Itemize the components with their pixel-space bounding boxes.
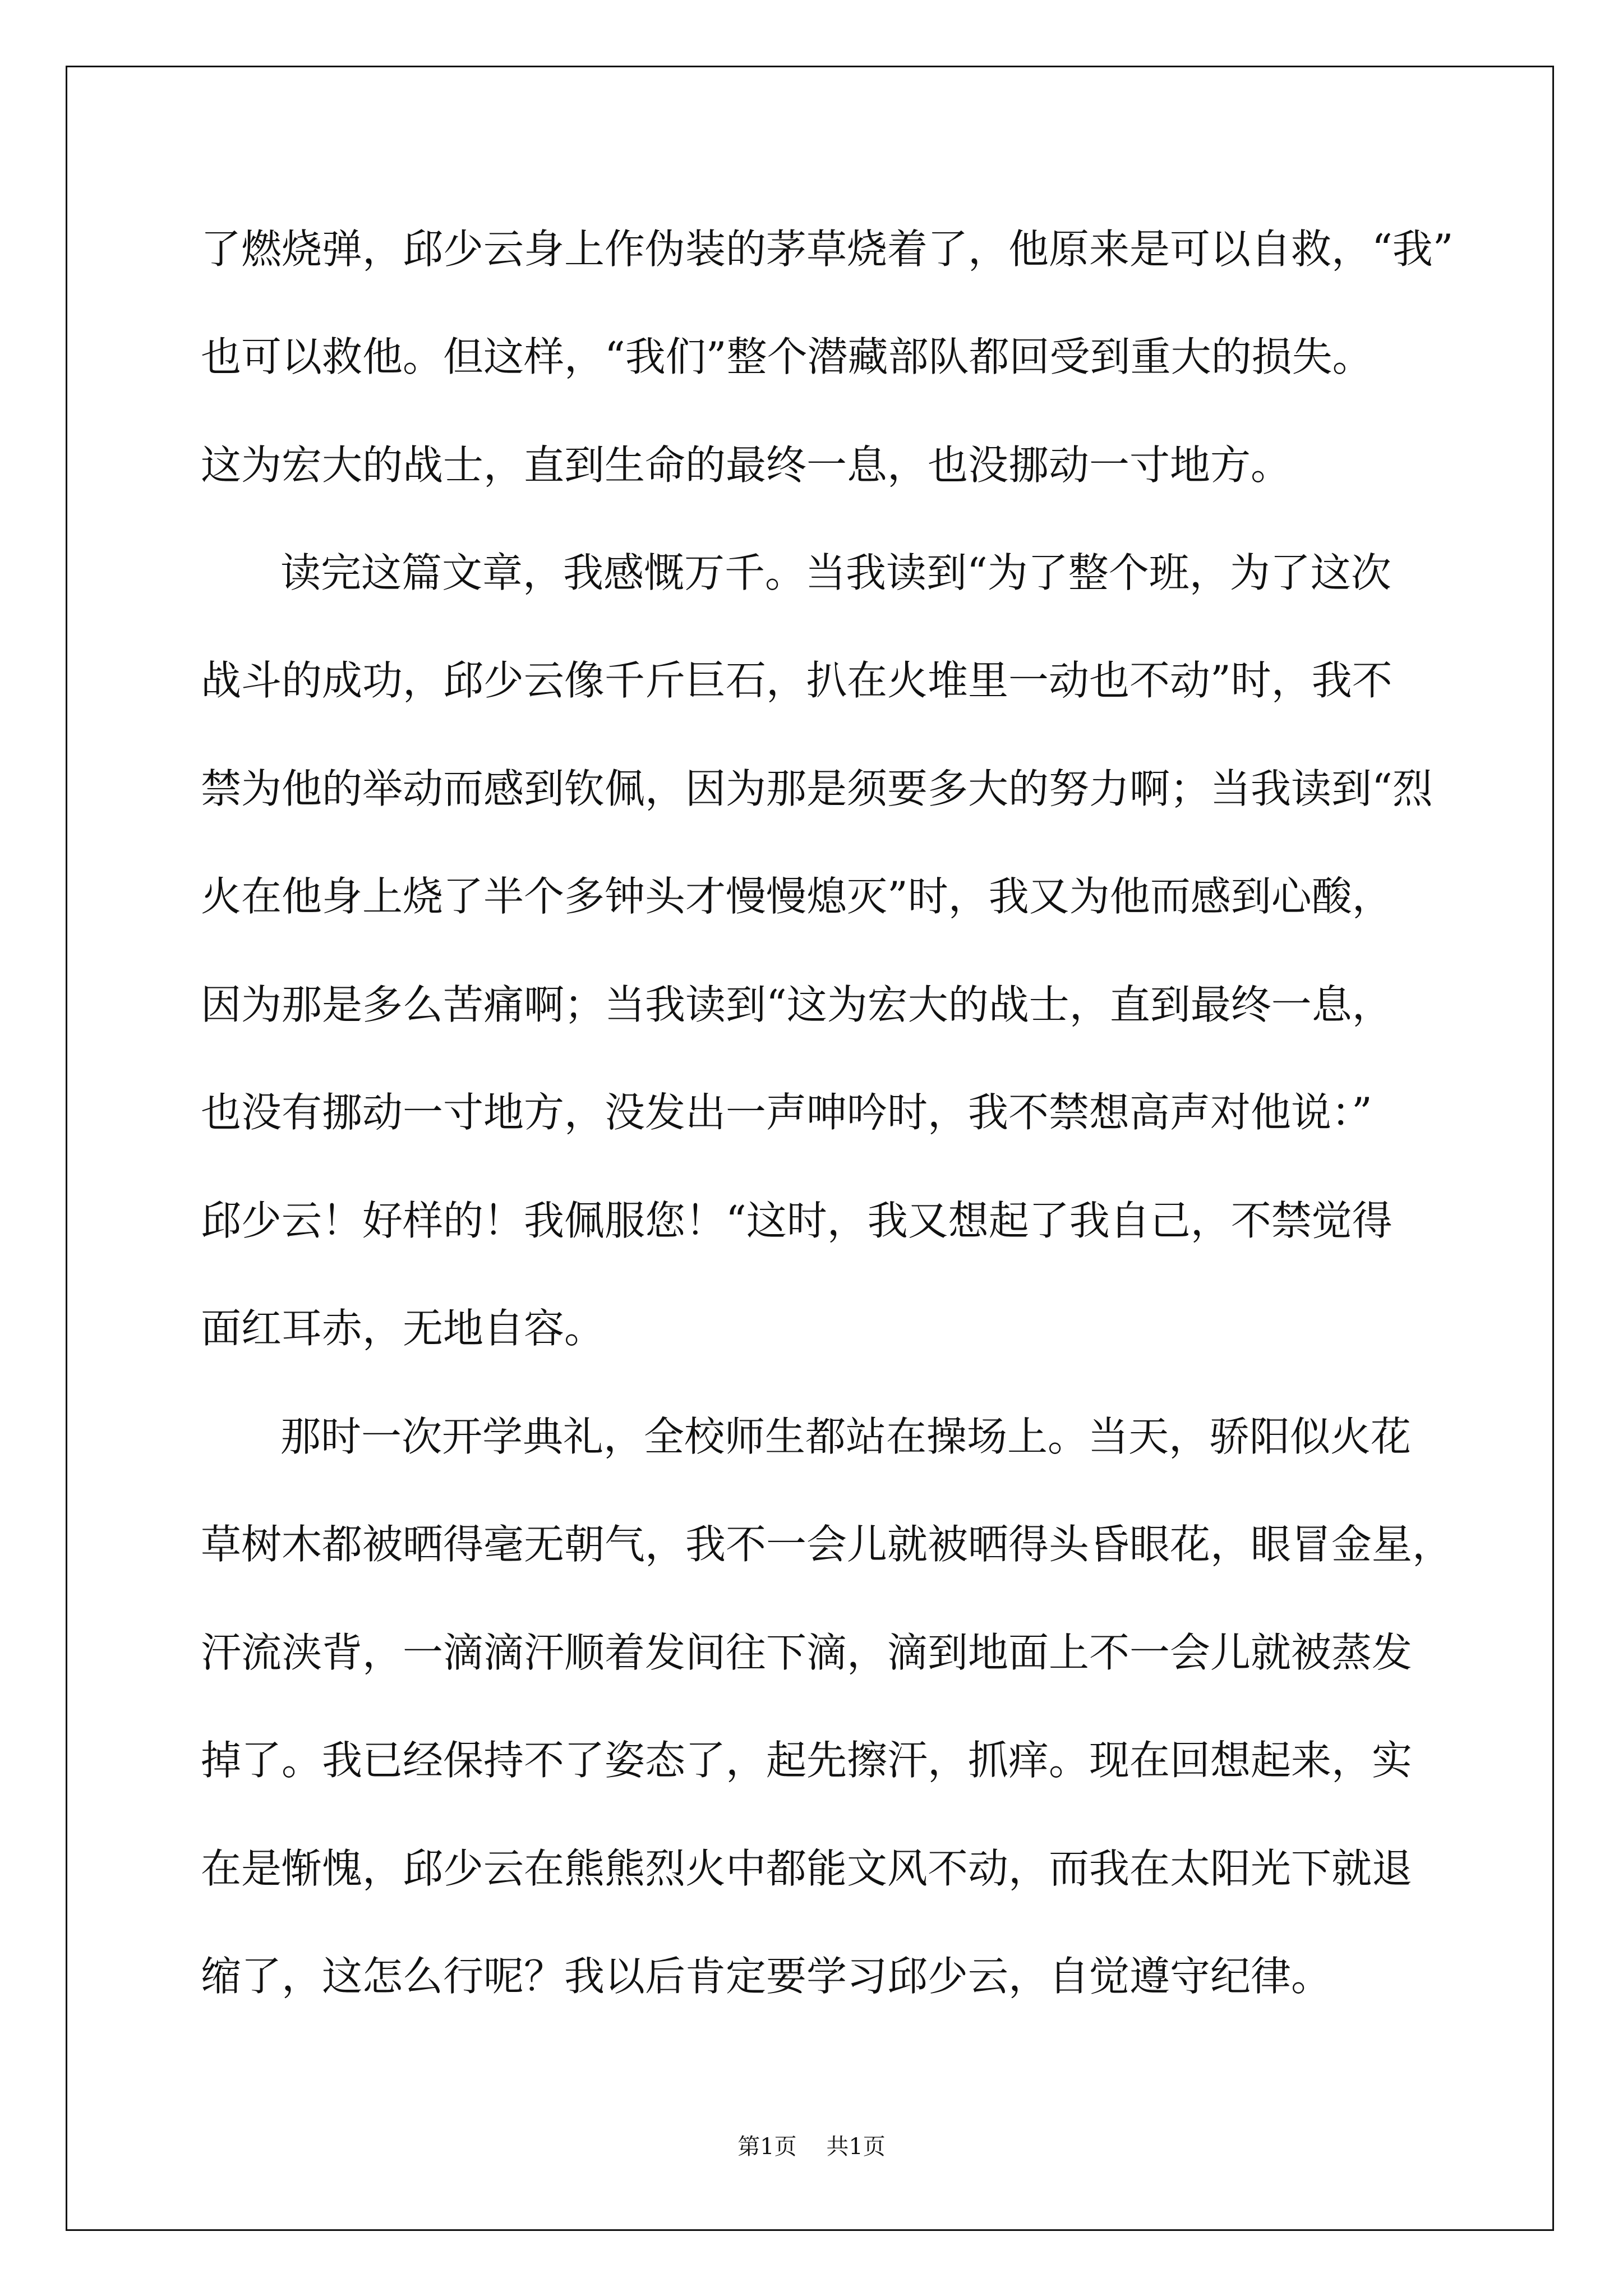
text-line: 因为那是多么苦痛啊；当我读到“这为宏大的战士，直到最终一息， bbox=[201, 981, 1393, 1028]
page-footer bbox=[0, 2129, 1623, 2161]
text-line: 战斗的成功，邱少云像千斤巨石，扒在火堆里一动也不动”时，我不 bbox=[201, 657, 1393, 704]
paragraph-start-line: 读完这篇文章，我感慨万千。当我读到“为了整个班，为了这次 bbox=[280, 549, 1391, 596]
text-line: 也没有挪动一寸地方，没发出一声呻吟时，我不禁想高声对他说：” bbox=[201, 1089, 1372, 1136]
text-line: 火在他身上烧了半个多钟头才慢慢熄灭”时，我又为他而感到心酸， bbox=[201, 873, 1393, 920]
text-line: 缩了，这怎么行呢？我以后肯定要学习邱少云，自觉遵守纪律。 bbox=[201, 1953, 1332, 2000]
text-line: 在是惭愧，邱少云在熊熊烈火中都能文风不动，而我在太阳光下就退 bbox=[201, 1845, 1413, 1892]
text-line: 面红耳赤，无地自容。 bbox=[201, 1305, 605, 1352]
page-border bbox=[66, 66, 1554, 2231]
page-number: 第1页 bbox=[737, 2134, 797, 2160]
text-line: 也可以救他。但这样，“我们”整个潜藏部队都回受到重大的损失。 bbox=[201, 333, 1373, 380]
text-line: 邱少云！好样的！我佩服您！“这时，我又想起了我自己，不禁觉得 bbox=[201, 1197, 1393, 1244]
text-line: 草树木都被晒得毫无朝气，我不一会儿就被晒得头昏眼花，眼冒金星， bbox=[201, 1521, 1453, 1568]
text-line: 汗流浃背，一滴滴汗顺着发间往下滴，滴到地面上不一会儿就被蒸发 bbox=[201, 1629, 1413, 1676]
text-line: 了燃烧弹，邱少云身上作伪装的茅草烧着了，他原来是可以自救，“我” bbox=[201, 226, 1454, 273]
paragraph-start-line: 那时一次开学典礼，全校师生都站在操场上。当天，骄阳似火花 bbox=[280, 1413, 1412, 1460]
page-total: 共1页 bbox=[826, 2134, 886, 2160]
text-line: 掉了。我已经保持不了姿态了，起先擦汗，抓痒。现在回想起来，实 bbox=[201, 1737, 1413, 1784]
text-line: 禁为他的举动而感到钦佩，因为那是须要多大的努力啊；当我读到“烈 bbox=[201, 765, 1433, 812]
text-line: 这为宏大的战士，直到生命的最终一息，也没挪动一寸地方。 bbox=[201, 441, 1292, 489]
